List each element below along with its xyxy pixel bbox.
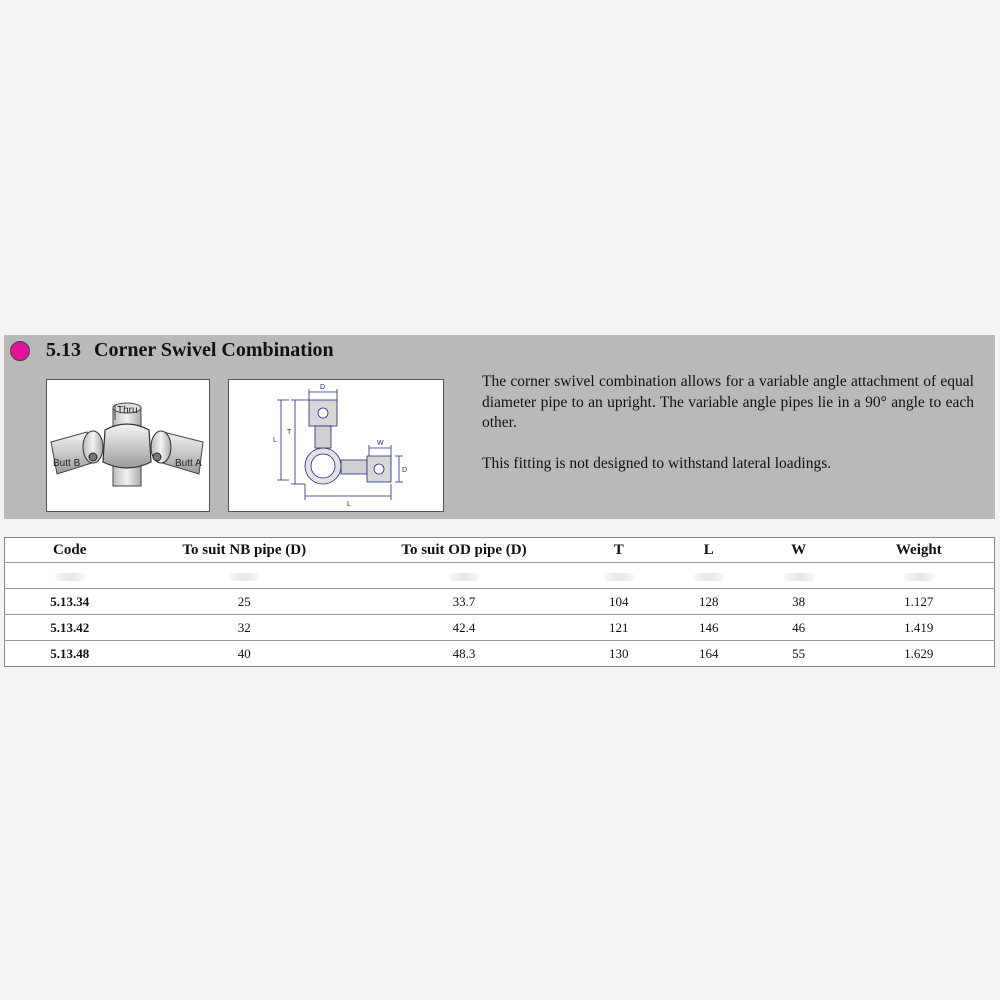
- label-butt-b: Butt B: [53, 458, 81, 469]
- column-header-l: L: [664, 538, 754, 563]
- cell-nb: 25: [134, 589, 354, 615]
- column-header-nb-pipe: To suit NB pipe (D): [134, 538, 354, 563]
- column-header-t: T: [574, 538, 664, 563]
- column-header-code: Code: [5, 538, 135, 563]
- table-header-row: [5, 538, 995, 563]
- cell-code: 5.13.34: [5, 589, 135, 615]
- section-number: 5.13: [46, 339, 81, 361]
- table-row: [5, 615, 995, 641]
- dim-label-l-bottom: L: [347, 501, 351, 508]
- cell-w: 46: [754, 615, 844, 641]
- table-row: [5, 641, 995, 667]
- cell-code: 5.13.42: [5, 615, 135, 641]
- dim-label-l-side: L: [273, 437, 277, 444]
- cell-w: 38: [754, 589, 844, 615]
- cell-code: 5.13.48: [5, 641, 135, 667]
- section-title-text: Corner Swivel Combination: [94, 339, 334, 361]
- cell-t: 130: [574, 641, 664, 667]
- column-header-od-pipe: To suit OD pipe (D): [354, 538, 574, 563]
- cell-t: 104: [574, 589, 664, 615]
- cell-l: 146: [664, 615, 754, 641]
- technical-drawing: [228, 379, 444, 512]
- label-thru: Thru: [117, 405, 138, 416]
- section-title: [46, 339, 334, 362]
- column-header-w: W: [754, 538, 844, 563]
- label-butt-a: Butt A: [175, 458, 202, 469]
- cell-od: 42.4: [354, 615, 574, 641]
- specification-table: [4, 537, 995, 667]
- table-row: [5, 589, 995, 615]
- faded-units-row: [5, 563, 995, 589]
- section-bullet: [10, 341, 30, 361]
- column-header-weight: Weight: [844, 538, 995, 563]
- dim-label-d-side: D: [402, 467, 408, 474]
- corner-swivel-photo-illustration: [47, 380, 209, 511]
- cell-w: 55: [754, 641, 844, 667]
- description-paragraph-1: The corner swivel combination allows for a variable angle attachment of equal diameter pipe to an upright. The variable angle pipes lie in a 90° angle to each other.: [482, 373, 974, 431]
- dimension-drawing: [229, 380, 443, 511]
- cell-l: 164: [664, 641, 754, 667]
- cell-od: 48.3: [354, 641, 574, 667]
- cell-nb: 32: [134, 615, 354, 641]
- cell-t: 121: [574, 615, 664, 641]
- product-photo: [46, 379, 210, 512]
- cell-weight: 1.127: [844, 589, 995, 615]
- cell-od: 33.7: [354, 589, 574, 615]
- dim-label-w: W: [377, 440, 384, 447]
- product-description: [482, 372, 974, 494]
- cell-l: 128: [664, 589, 754, 615]
- dim-label-d-top: D: [320, 384, 326, 391]
- description-paragraph-2: This fitting is not designed to withstand lateral loadings.: [482, 454, 832, 472]
- dim-label-t: T: [287, 429, 292, 436]
- cell-weight: 1.629: [844, 641, 995, 667]
- cell-nb: 40: [134, 641, 354, 667]
- cell-weight: 1.419: [844, 615, 995, 641]
